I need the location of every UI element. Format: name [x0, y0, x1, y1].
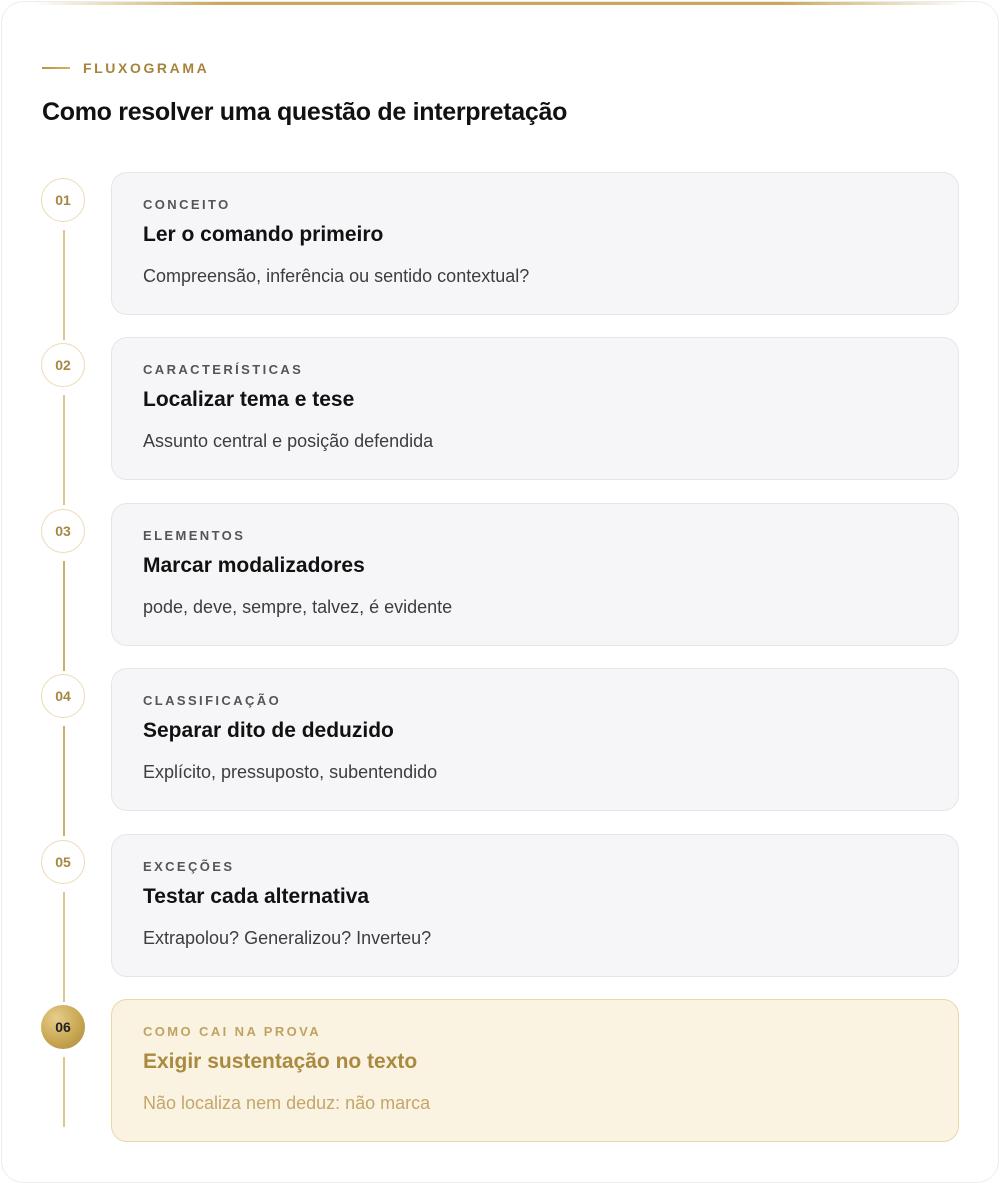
step-number-badge-active: 06	[41, 1005, 85, 1049]
step-6	[2, 1005, 998, 1148]
step-card	[111, 337, 959, 480]
step-heading: Marcar modalizadores	[143, 554, 365, 577]
step-heading: Exigir sustentação no texto	[143, 1050, 418, 1073]
page-title: Como resolver uma questão de interpretação	[42, 98, 568, 126]
step-heading: Separar dito de deduzido	[143, 719, 394, 742]
step-connector	[63, 726, 65, 836]
step-description: pode, deve, sempre, talvez, é evidente	[143, 597, 453, 617]
step-number-badge: 05	[41, 840, 85, 884]
step-description: Extrapolou? Generalizou? Inverteu?	[143, 928, 432, 948]
step-card	[111, 172, 959, 315]
step-description: Explícito, pressuposto, subentendido	[143, 762, 438, 782]
step-heading: Localizar tema e tese	[143, 388, 355, 411]
step-heading: Testar cada alternativa	[143, 885, 370, 908]
step-connector	[63, 230, 65, 340]
step-card-highlight	[111, 999, 959, 1142]
step-connector	[63, 561, 65, 671]
step-number-badge: 01	[41, 178, 85, 222]
step-description: Compreensão, inferência ou sentido contextual?	[143, 266, 530, 286]
step-tag: ELEMENTOS	[143, 528, 246, 543]
step-tag: COMO CAI NA PROVA	[143, 1024, 322, 1039]
step-list	[2, 2, 998, 1182]
step-1	[2, 178, 998, 321]
step-3	[2, 509, 998, 652]
step-heading: Ler o comando primeiro	[143, 223, 384, 246]
step-connector	[63, 395, 65, 505]
step-description: Assunto central e posição defendida	[143, 431, 434, 451]
step-tag: EXCEÇÕES	[143, 859, 235, 874]
step-connector	[63, 1057, 65, 1127]
step-number-badge: 04	[41, 674, 85, 718]
step-4	[2, 674, 998, 817]
step-card	[111, 834, 959, 977]
step-card	[111, 503, 959, 646]
step-tag: CONCEITO	[143, 197, 231, 212]
step-connector	[63, 892, 65, 1002]
flowchart-card	[1, 1, 999, 1183]
step-description: Não localiza nem deduz: não marca	[143, 1093, 431, 1113]
eyebrow-label: FLUXOGRAMA	[83, 60, 210, 76]
step-number-badge: 02	[41, 343, 85, 387]
step-card	[111, 668, 959, 811]
step-2	[2, 343, 998, 486]
step-tag: CARACTERÍSTICAS	[143, 362, 304, 377]
step-number-badge: 03	[41, 509, 85, 553]
step-5	[2, 840, 998, 983]
step-tag: CLASSIFICAÇÃO	[143, 693, 282, 708]
